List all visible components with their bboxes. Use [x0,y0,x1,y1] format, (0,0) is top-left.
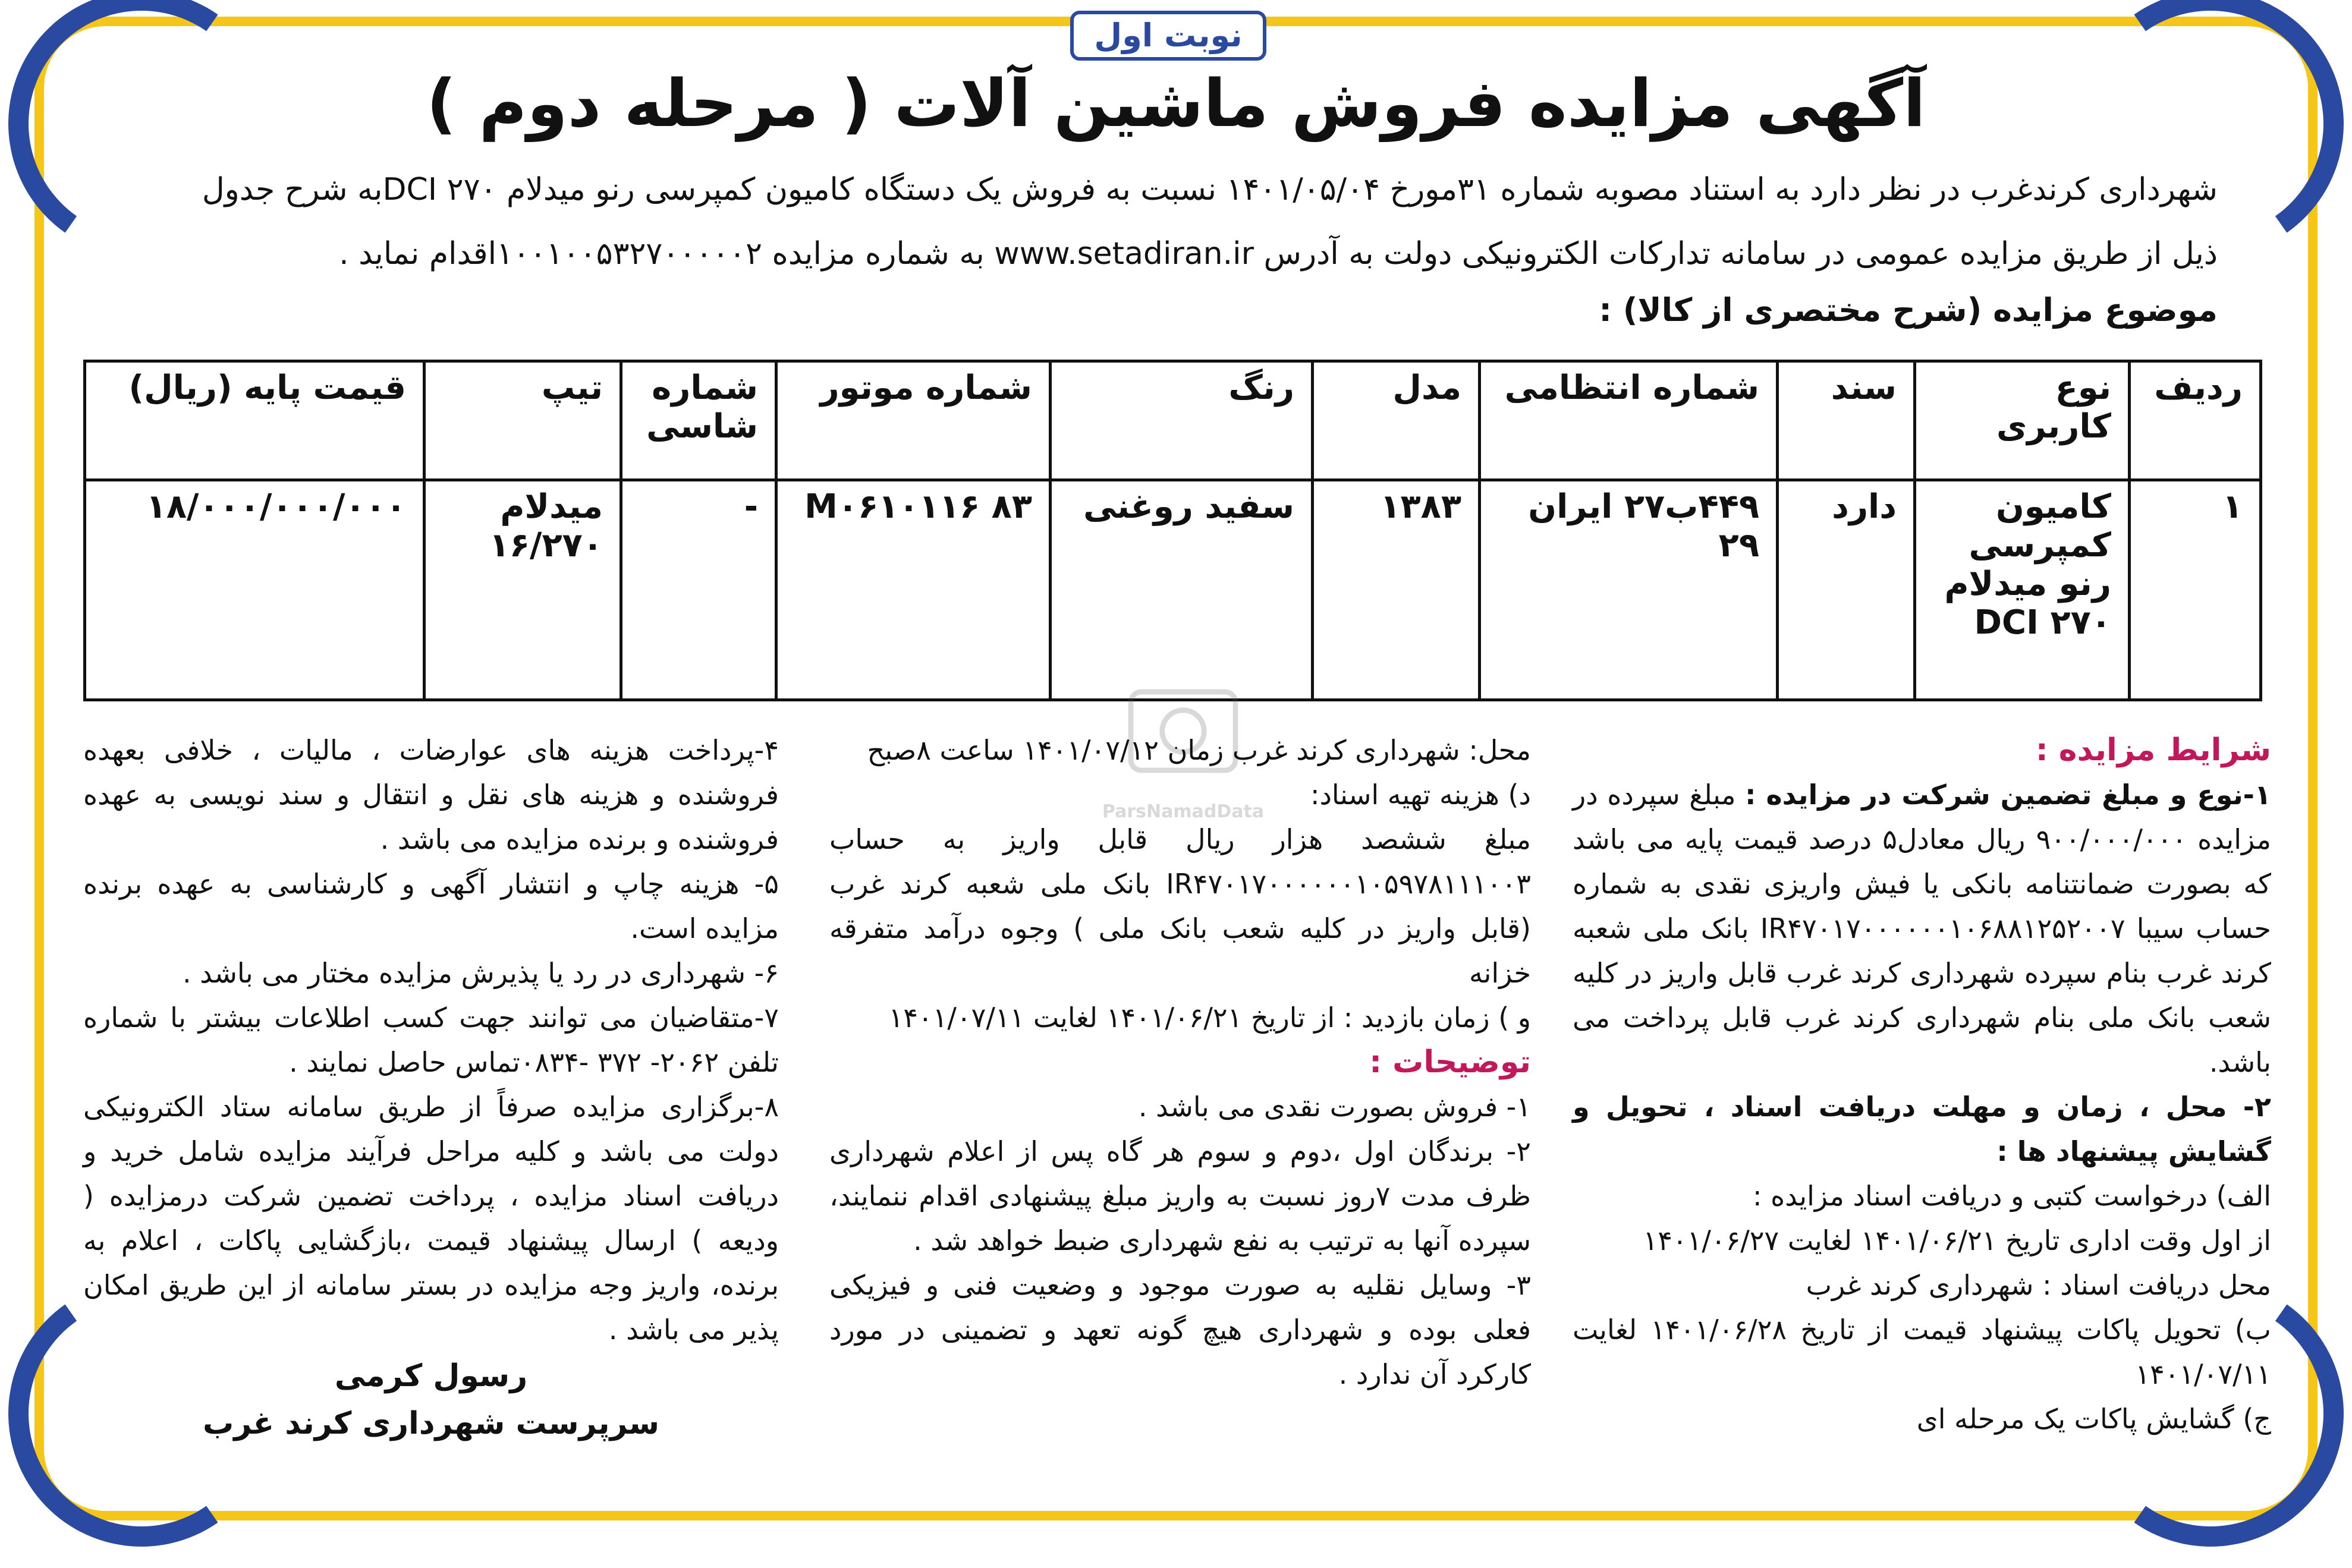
cell-color: سفید روغنی [1051,480,1313,700]
header-color: رنگ [1051,361,1313,480]
condition-2-title: ۲- محل ، زمان و مهلت دریافت اسناد ، تحویل و گشایش پیشنهاد ها : [1573,1091,2271,1167]
note-3: ۳- وسایل نقلیه به صورت موجود و وضعیت فنی و فیزیکی فعلی بوده و شهرداری هیچ گونه تعهد و تضمینی در مورد کارکرد آن ندارد . [829,1269,1531,1390]
opening-place: محل: شهرداری کرند غرب زمان ۱۴۰۱/۰۷/۱۲ ساعت ۸صبح [867,734,1531,766]
page-title: آگهی مزایده فروش ماشین آلات ( مرحله دوم ) [426,65,1926,141]
table-header-row [85,361,2261,480]
cell-engine-number: ۸۳ M۰۶۱۰۱۱۶ [776,480,1051,700]
cell-document: دارد [1778,480,1915,700]
header-model: مدل [1313,361,1480,480]
intro-paragraph [125,158,2218,286]
cell-chassis-number: - [621,480,776,700]
condition-1-text: مبلغ سپرده در مزایده ۹۰۰/۰۰۰/۰۰۰ ریال معادل۵ درصد قیمت پایه می باشد که بصورت ضمانتنامه بانکی یا فیش واریزی نقدی به شماره حساب سیبا IR۴۷۰۱۷۰۰۰۰۰۰۱۰۶۸۸۱۲۵۲۰۰۷ بانک ملی شعبه کرند غرب بنام سپرده شهرداری کرند غرب قابل واریز در کلیه شعب بانک ملی بنام شهرداری کرند غرب قابل پرداخت می باشد. [1573,779,2271,1078]
document-cost-text: مبلغ ششصد هزار ریال قابل واریز به حساب IR۴۷۰۱۷۰۰۰۰۰۰۱۰۵۹۷۸۱۱۱۰۰۳ بانک ملی شعبه کرند غرب (قابل واریز در کلیه شعب بانک ملی ) وجوه درآمد متفرقه خزانه [829,823,1531,989]
intro-line-2: ذیل از طریق مزایده عمومی در سامانه تدارکات الکترونیکی دولت به آدرس www.setadiran.ir به شماره مزایده ۱۰۰۱۰۰۵۳۲۷۰۰۰۰۰۲اقدام نماید . [339,236,2218,272]
note-1: ۱- فروش بصورت نقدی می باشد . [1138,1091,1531,1123]
cell-row-number: ۱ [2130,480,2261,700]
cell-base-price: ۱۸/۰۰۰/۰۰۰/۰۰۰ [85,480,425,700]
condition-2a-place: محل دریافت اسناد : شهرداری کرند غرب [1806,1269,2271,1301]
header-document: سند [1778,361,1915,480]
header-type: تیپ [425,361,621,480]
header-engine-number: شماره موتور [776,361,1051,480]
left-column [83,728,779,1447]
items-table [83,360,2262,701]
note-5: ۵- هزینه چاپ و انتشار آگهی و کارشناسی به عهده برنده مزایده است. [83,868,779,944]
condition-2a: الف) درخواست کتبی و دریافت اسناد مزایده : [1752,1180,2271,1212]
note-6: ۶- شهرداری در رد یا پذیرش مزایده مختار می باشد . [182,957,779,989]
cell-type: میدلام ۱۶/۲۷۰ [425,480,621,700]
header-usage-type: نوع کاربری [1915,361,2130,480]
conditions-column [1573,728,2271,1441]
header-row-number: ردیف [2130,361,2261,480]
cell-model: ۱۳۸۳ [1313,480,1480,700]
watermark-text: ParsNamadData [1102,801,1265,822]
notes-heading: توضیحات : [1369,1044,1531,1080]
header-chassis-number: شماره شاسی [621,361,776,480]
cell-usage-type: کامیون کمپرسی رنو میدلام DCI ۲۷۰ [1915,480,2130,700]
header-plate-number: شماره انتظامی [1480,361,1778,480]
document-cost-title: د) هزینه تهیه اسناد: [1310,779,1531,811]
note-7: ۷-متقاضیان می توانند جهت کسب اطلاعات بیشتر با شماره تلفن ۲۰۶۲- ۳۷۲ -۰۸۳۴تماس حاصل نمایند . [83,1002,779,1078]
cell-plate-number: ۴۴۹ب۲۷ ایران ۲۹ [1480,480,1778,700]
condition-2c: ج) گشایش پاکات یک مرحله ای [1916,1403,2271,1435]
conditions-heading: شرایط مزایده : [2035,732,2271,768]
subject-heading: موضوع مزایده (شرح مختصری از کالا) : [1599,291,2218,329]
note-8: ۸-برگزاری مزایده صرفاً از طریق سامانه ستاد الکترونیکی دولت می باشد و کلیه مراحل فرآیند مزایده شامل خرید و دریافت اسناد مزایده ، پرداخت تضمین شرکت درمزایده ( ودیعه ) ارسال پیشنهاد قیمت ،بازگشایی پاکات ، اعلام به برنده، واریز وجه مزایده در بستر سامانه از این طریق امکان پذیر می باشد . [83,1091,779,1346]
visit-time: و ) زمان بازدید : از تاریخ ۱۴۰۱/۰۶/۲۱ لغایت ۱۴۰۱/۰۷/۱۱ [888,1002,1531,1034]
header-base-price: قیمت پایه (ریال) [85,361,425,480]
condition-2a-time: از اول وقت اداری تاریخ ۱۴۰۱/۰۶/۲۱ لغایت ۱۴۰۱/۰۶/۲۷ [1643,1224,2271,1257]
note-4: ۴-پرداخت هزینه های عوارضات ، مالیات ، خلافی بعهده فروشنده و هزینه های نقل و انتقال و سند نویسی به عهده فروشنده و برنده مزایده می باشد . [83,734,779,855]
signer-title: سرپرست شهرداری کرند غرب [202,1406,660,1441]
note-2: ۲- برندگان اول ،دوم و سوم هر گاه پس از اعلام شهرداری ظرف مدت ۷روز نسبت به واریز مبلغ پیشنهادی اقدام ننمایند، سپرده آنها به ترتیب به نفع شهرداری ضبط خواهد شد . [829,1135,1531,1257]
intro-line-1: شهرداری کرندغرب در نظر دارد به استناد مصوبه شماره ۳۱مورخ ۱۴۰۱/۰۵/۰۴ نسبت به فروش یک دستگاه کامیون کمپرسی رنو میدلام DCI ۲۷۰به شرح جدول [202,172,2218,207]
round-badge: نوبت اول [1070,11,1266,61]
signer-name: رسول کرمی [334,1358,528,1394]
condition-2b: ب) تحویل پاکات پیشنهاد قیمت از تاریخ ۱۴۰۱/۰۶/۲۸ لغایت ۱۴۰۱/۰۷/۱۱ [1573,1314,2271,1390]
middle-column [829,728,1531,1397]
condition-1-title: ۱-نوع و مبلغ تضمین شرکت در مزایده : [1745,779,2271,811]
